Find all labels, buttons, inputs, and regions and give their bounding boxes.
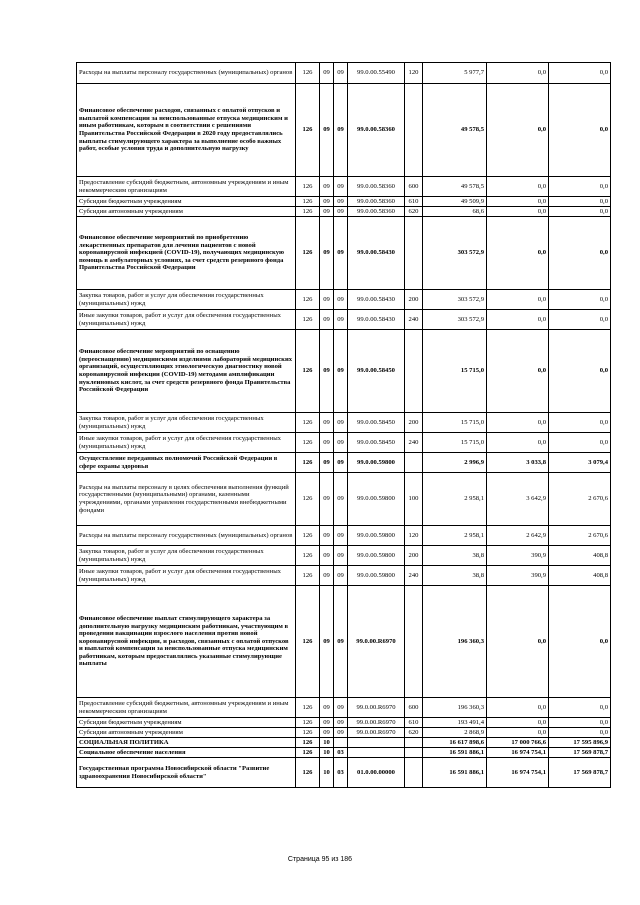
row-csr-code: 99.0.00.58360 <box>348 207 405 217</box>
table-row <box>77 586 611 698</box>
row-gr-code: 126 <box>296 698 320 718</box>
row-vr-code <box>405 758 423 788</box>
page-footer: Страница 95 из 186 <box>287 856 353 863</box>
row-csr-code: 99.0.00.58430 <box>348 290 405 310</box>
row-vr-code: 120 <box>405 526 423 546</box>
row-name: Осуществление переданных полномочий Российской Федерации в сфере охраны здоровья <box>77 453 296 473</box>
row-rz-code: 09 <box>320 566 334 586</box>
table-row <box>77 728 611 738</box>
row-sum-1: 16 591 886,1 <box>423 748 487 758</box>
row-sum-1: 2 958,1 <box>423 473 487 526</box>
row-sum-2: 0,0 <box>487 330 549 413</box>
row-rz-code: 09 <box>320 413 334 433</box>
row-pr-code: 09 <box>334 330 348 413</box>
table-row <box>77 413 611 433</box>
row-sum-1: 15 715,0 <box>423 433 487 453</box>
table-row <box>77 748 611 758</box>
row-pr-code: 09 <box>334 310 348 330</box>
row-sum-3: 0,0 <box>549 217 611 290</box>
row-pr-code: 09 <box>334 586 348 698</box>
table-row <box>77 718 611 728</box>
row-name: Предоставление субсидий бюджетным, автономным учреждениям и иным некоммерческим организациям <box>77 177 296 197</box>
row-rz-code: 09 <box>320 217 334 290</box>
row-name: Расходы на выплаты персоналу государственных (муниципальных) органов <box>77 63 296 84</box>
row-gr-code: 126 <box>296 546 320 566</box>
row-vr-code <box>405 330 423 413</box>
row-sum-3: 17 569 878,7 <box>549 748 611 758</box>
row-sum-1: 49 578,5 <box>423 177 487 197</box>
row-sum-2: 3 033,8 <box>487 453 549 473</box>
row-pr-code <box>334 738 348 748</box>
row-sum-2: 0,0 <box>487 84 549 177</box>
row-gr-code: 126 <box>296 748 320 758</box>
row-sum-2: 16 974 754,1 <box>487 748 549 758</box>
row-sum-2: 0,0 <box>487 718 549 728</box>
row-sum-3: 2 670,6 <box>549 526 611 546</box>
table-row <box>77 84 611 177</box>
row-sum-2: 0,0 <box>487 217 549 290</box>
row-name: Социальное обеспечение населения <box>77 748 296 758</box>
row-name: Субсидии бюджетным учреждениям <box>77 197 296 207</box>
row-csr-code <box>348 738 405 748</box>
row-name: Финансовое обеспечение мероприятий по приобретению лекарственных препаратов для лечения пациентов с новой коронавирусной инфекцией (COVID-19), получающих медицинскую помощь в амбулаторных условиях, за счет средств резервного фонда Правительства Российской Федерации <box>77 217 296 290</box>
row-sum-2: 390,9 <box>487 566 549 586</box>
row-pr-code: 09 <box>334 698 348 718</box>
row-gr-code: 126 <box>296 586 320 698</box>
row-gr-code: 126 <box>296 310 320 330</box>
row-pr-code: 09 <box>334 177 348 197</box>
row-pr-code: 09 <box>334 728 348 738</box>
row-sum-3: 408,8 <box>549 546 611 566</box>
row-sum-1: 303 572,9 <box>423 310 487 330</box>
row-name: Расходы на выплаты персоналу в целях обеспечения выполнения функций государственными (муниципальными) органами, казенными учреждениями, органами управления государственными внебюджетными фондами <box>77 473 296 526</box>
row-rz-code: 09 <box>320 290 334 310</box>
row-rz-code: 09 <box>320 177 334 197</box>
row-sum-3: 0,0 <box>549 586 611 698</box>
row-sum-1: 49 578,5 <box>423 84 487 177</box>
row-pr-code: 09 <box>334 413 348 433</box>
table-row <box>77 433 611 453</box>
row-vr-code: 610 <box>405 718 423 728</box>
row-vr-code: 620 <box>405 207 423 217</box>
row-sum-1: 38,8 <box>423 566 487 586</box>
row-sum-1: 2 868,9 <box>423 728 487 738</box>
row-gr-code: 126 <box>296 290 320 310</box>
row-rz-code: 09 <box>320 546 334 566</box>
row-name: Государственная программа Новосибирской области "Развитие здравоохранения Новосибирской области" <box>77 758 296 788</box>
row-pr-code: 09 <box>334 207 348 217</box>
row-sum-1: 68,6 <box>423 207 487 217</box>
row-sum-1: 2 958,1 <box>423 526 487 546</box>
row-sum-1: 15 715,0 <box>423 413 487 433</box>
row-rz-code: 09 <box>320 718 334 728</box>
row-csr-code: 99.0.00.59800 <box>348 526 405 546</box>
row-pr-code: 09 <box>334 473 348 526</box>
row-pr-code: 09 <box>334 290 348 310</box>
row-sum-1: 38,8 <box>423 546 487 566</box>
row-csr-code: 99.0.00.59800 <box>348 473 405 526</box>
row-vr-code: 200 <box>405 546 423 566</box>
row-gr-code: 126 <box>296 473 320 526</box>
row-sum-3: 0,0 <box>549 207 611 217</box>
row-vr-code: 240 <box>405 566 423 586</box>
row-csr-code: 99.0.00.59800 <box>348 546 405 566</box>
row-gr-code: 126 <box>296 197 320 207</box>
row-csr-code: 99.0.00.59800 <box>348 566 405 586</box>
row-gr-code: 126 <box>296 177 320 197</box>
row-sum-2: 0,0 <box>487 177 549 197</box>
row-sum-1: 15 715,0 <box>423 330 487 413</box>
row-csr-code: 99.0.00.R6970 <box>348 718 405 728</box>
row-sum-3: 0,0 <box>549 413 611 433</box>
row-vr-code: 240 <box>405 310 423 330</box>
row-rz-code: 09 <box>320 63 334 84</box>
row-pr-code: 09 <box>334 217 348 290</box>
row-csr-code: 99.0.00.58450 <box>348 433 405 453</box>
row-csr-code: 99.0.00.R6970 <box>348 586 405 698</box>
table-row <box>77 217 611 290</box>
row-rz-code: 09 <box>320 330 334 413</box>
row-name: Иные закупки товаров, работ и услуг для обеспечения государственных (муниципальных) нужд <box>77 310 296 330</box>
row-rz-code: 09 <box>320 698 334 718</box>
row-name: Субсидии бюджетным учреждениям <box>77 718 296 728</box>
row-sum-1: 196 360,3 <box>423 698 487 718</box>
row-name: Иные закупки товаров, работ и услуг для обеспечения государственных (муниципальных) нужд <box>77 433 296 453</box>
row-name: Субсидии автономным учреждениям <box>77 728 296 738</box>
row-pr-code: 09 <box>334 546 348 566</box>
row-rz-code: 10 <box>320 748 334 758</box>
row-vr-code: 120 <box>405 63 423 84</box>
row-gr-code: 126 <box>296 84 320 177</box>
row-sum-3: 0,0 <box>549 63 611 84</box>
row-vr-code: 200 <box>405 290 423 310</box>
row-gr-code: 126 <box>296 330 320 413</box>
row-vr-code: 610 <box>405 197 423 207</box>
budget-table <box>76 62 611 788</box>
row-rz-code: 09 <box>320 433 334 453</box>
table-row <box>77 453 611 473</box>
row-sum-1: 196 360,3 <box>423 586 487 698</box>
row-sum-2: 0,0 <box>487 310 549 330</box>
row-vr-code: 100 <box>405 473 423 526</box>
row-gr-code: 126 <box>296 453 320 473</box>
row-pr-code: 09 <box>334 197 348 207</box>
row-pr-code: 09 <box>334 718 348 728</box>
row-sum-3: 17 569 878,7 <box>549 758 611 788</box>
row-csr-code: 01.0.00.00000 <box>348 758 405 788</box>
row-sum-1: 2 996,9 <box>423 453 487 473</box>
row-name: СОЦИАЛЬНАЯ ПОЛИТИКА <box>77 738 296 748</box>
row-csr-code: 99.0.00.58450 <box>348 330 405 413</box>
row-sum-2: 17 000 766,6 <box>487 738 549 748</box>
row-name: Финансовое обеспечение выплат стимулирующего характера за дополнительную нагрузку медицинским работникам, участвующим в проведении вакцинации взрослого населения против новой коронавирусной инфекции, и расходов, связанных с оплатой отпусков и выплатой компенсации за неиспользованные отпуска медицинским работникам, которым предоставлялись указанные стимулирующие выплаты <box>77 586 296 698</box>
row-csr-code: 99.0.00.58360 <box>348 84 405 177</box>
row-vr-code: 240 <box>405 433 423 453</box>
table-row <box>77 738 611 748</box>
row-sum-1: 16 591 886,1 <box>423 758 487 788</box>
row-gr-code: 126 <box>296 526 320 546</box>
row-csr-code <box>348 748 405 758</box>
row-sum-2: 0,0 <box>487 63 549 84</box>
row-csr-code: 99.0.00.58450 <box>348 413 405 433</box>
row-gr-code: 126 <box>296 413 320 433</box>
row-sum-1: 49 509,9 <box>423 197 487 207</box>
row-name: Расходы на выплаты персоналу государственных (муниципальных) органов <box>77 526 296 546</box>
row-sum-2: 2 642,9 <box>487 526 549 546</box>
row-sum-3: 17 595 896,9 <box>549 738 611 748</box>
row-vr-code <box>405 217 423 290</box>
row-sum-3: 0,0 <box>549 433 611 453</box>
row-sum-1: 5 977,7 <box>423 63 487 84</box>
row-name: Иные закупки товаров, работ и услуг для обеспечения государственных (муниципальных) нужд <box>77 566 296 586</box>
row-sum-2: 0,0 <box>487 586 549 698</box>
row-sum-3: 3 079,4 <box>549 453 611 473</box>
row-vr-code <box>405 453 423 473</box>
row-gr-code: 126 <box>296 63 320 84</box>
row-rz-code: 10 <box>320 758 334 788</box>
row-csr-code: 99.0.00.58430 <box>348 310 405 330</box>
table-row <box>77 63 611 84</box>
row-pr-code: 09 <box>334 63 348 84</box>
row-sum-3: 0,0 <box>549 177 611 197</box>
row-gr-code: 126 <box>296 207 320 217</box>
row-vr-code: 620 <box>405 728 423 738</box>
row-sum-3: 0,0 <box>549 84 611 177</box>
row-sum-3: 408,8 <box>549 566 611 586</box>
row-pr-code: 03 <box>334 748 348 758</box>
row-name: Закупка товаров, работ и услуг для обеспечения государственных (муниципальных) нужд <box>77 413 296 433</box>
row-csr-code: 99.0.00.58360 <box>348 177 405 197</box>
table-row <box>77 207 611 217</box>
table-row <box>77 566 611 586</box>
row-sum-1: 16 617 898,6 <box>423 738 487 748</box>
row-sum-2: 390,9 <box>487 546 549 566</box>
table-row <box>77 546 611 566</box>
table-row <box>77 698 611 718</box>
row-sum-1: 303 572,9 <box>423 217 487 290</box>
row-pr-code: 09 <box>334 84 348 177</box>
row-vr-code: 600 <box>405 698 423 718</box>
table-row <box>77 526 611 546</box>
row-sum-3: 0,0 <box>549 698 611 718</box>
row-gr-code: 126 <box>296 433 320 453</box>
row-vr-code: 200 <box>405 413 423 433</box>
row-sum-3: 0,0 <box>549 330 611 413</box>
row-pr-code: 09 <box>334 453 348 473</box>
row-gr-code: 126 <box>296 217 320 290</box>
row-gr-code: 126 <box>296 758 320 788</box>
row-sum-3: 0,0 <box>549 718 611 728</box>
row-rz-code: 09 <box>320 310 334 330</box>
row-rz-code: 09 <box>320 207 334 217</box>
row-name: Закупка товаров, работ и услуг для обеспечения государственных (муниципальных) нужд <box>77 290 296 310</box>
row-gr-code: 126 <box>296 738 320 748</box>
row-csr-code: 99.0.00.R6970 <box>348 728 405 738</box>
row-sum-3: 0,0 <box>549 197 611 207</box>
row-sum-1: 193 491,4 <box>423 718 487 728</box>
row-sum-2: 16 974 754,1 <box>487 758 549 788</box>
row-vr-code <box>405 748 423 758</box>
row-rz-code: 09 <box>320 586 334 698</box>
table-row <box>77 197 611 207</box>
row-rz-code: 09 <box>320 473 334 526</box>
row-rz-code: 09 <box>320 84 334 177</box>
row-gr-code: 126 <box>296 718 320 728</box>
row-sum-1: 303 572,9 <box>423 290 487 310</box>
table-row <box>77 330 611 413</box>
row-sum-2: 0,0 <box>487 698 549 718</box>
row-sum-3: 0,0 <box>549 290 611 310</box>
row-pr-code: 09 <box>334 433 348 453</box>
row-vr-code <box>405 84 423 177</box>
row-gr-code: 126 <box>296 728 320 738</box>
row-sum-3: 0,0 <box>549 310 611 330</box>
row-name: Предоставление субсидий бюджетным, автономным учреждениям и иным некоммерческим организациям <box>77 698 296 718</box>
row-name: Закупка товаров, работ и услуг для обеспечения государственных (муниципальных) нужд <box>77 546 296 566</box>
row-csr-code: 99.0.00.59800 <box>348 453 405 473</box>
row-csr-code: 99.0.00.55490 <box>348 63 405 84</box>
row-rz-code: 09 <box>320 453 334 473</box>
row-rz-code: 10 <box>320 738 334 748</box>
row-sum-2: 0,0 <box>487 728 549 738</box>
row-sum-2: 0,0 <box>487 433 549 453</box>
table-row <box>77 310 611 330</box>
table-row <box>77 473 611 526</box>
row-name: Финансовое обеспечение мероприятий по оснащению (переоснащению) медицинскими изделиями лабораторий медицинских организаций, осуществляющих этиологическую диагностику новой коронавирусной инфекции (COVID-19) методами амплификации нуклеиновых кислот, за счет средств резервного фонда Правительства Российской Федерации <box>77 330 296 413</box>
row-sum-3: 0,0 <box>549 728 611 738</box>
row-pr-code: 09 <box>334 566 348 586</box>
row-gr-code: 126 <box>296 566 320 586</box>
row-sum-2: 3 642,9 <box>487 473 549 526</box>
row-csr-code: 99.0.00.R6970 <box>348 698 405 718</box>
row-sum-2: 0,0 <box>487 413 549 433</box>
row-sum-2: 0,0 <box>487 207 549 217</box>
row-sum-2: 0,0 <box>487 197 549 207</box>
table-row <box>77 177 611 197</box>
row-name: Финансовое обеспечение расходов, связанных с оплатой отпусков и выплатой компенсации за неиспользованные отпуска медицинским и иным работникам, которым в соответствии с решениями Правительства Российской Федерации в 2020 году предоставлялись выплаты стимулирующего характера за выполнение особо важных работ, особые условия труда и дополнительную нагрузку <box>77 84 296 177</box>
row-rz-code: 09 <box>320 728 334 738</box>
row-pr-code: 09 <box>334 526 348 546</box>
row-rz-code: 09 <box>320 526 334 546</box>
row-sum-3: 2 670,6 <box>549 473 611 526</box>
row-vr-code <box>405 738 423 748</box>
row-csr-code: 99.0.00.58360 <box>348 197 405 207</box>
row-csr-code: 99.0.00.58430 <box>348 217 405 290</box>
row-name: Субсидии автономным учреждениям <box>77 207 296 217</box>
table-row <box>77 758 611 788</box>
row-vr-code: 600 <box>405 177 423 197</box>
row-vr-code <box>405 586 423 698</box>
row-sum-2: 0,0 <box>487 290 549 310</box>
row-pr-code: 03 <box>334 758 348 788</box>
table-row <box>77 290 611 310</box>
row-rz-code: 09 <box>320 197 334 207</box>
